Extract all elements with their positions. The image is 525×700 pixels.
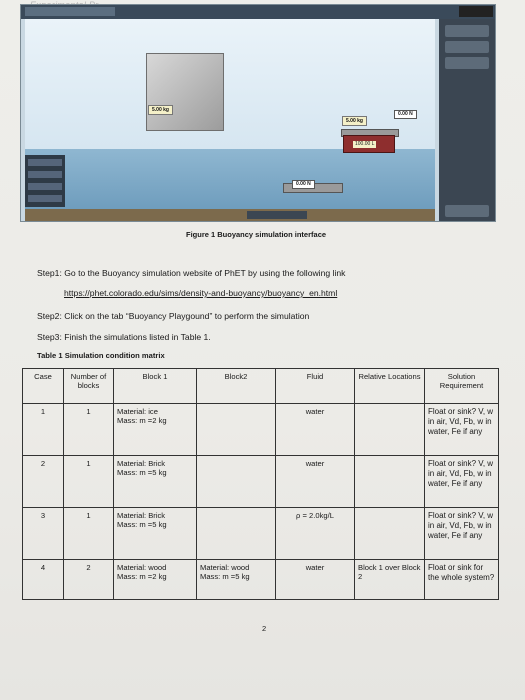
header-fluid: Fluid [276,369,355,404]
simulation-matrix-table [22,368,499,600]
force-readout-upper: 0.00 N [394,110,417,119]
sim-right-panel [439,19,495,221]
block1-cell [114,404,197,456]
step-3: Step3: Finish the simulations listed in Table 1. [37,332,211,342]
blocks-cell: 1 [64,456,114,508]
block1-cell [114,560,197,600]
block1-mass: Mass: m =5 kg [117,468,167,477]
sim-playback-controls [247,211,307,219]
sim-control-item [28,195,62,202]
table-row [23,456,499,508]
table-row [23,404,499,456]
block1-mass: Mass: m =2 kg [117,416,167,425]
relative-cell [355,404,425,456]
block2-cell [197,404,276,456]
case-cell: 4 [23,560,64,600]
table-row [23,560,499,600]
sim-panel-item [445,41,489,53]
sim-water-pool [25,149,435,209]
block1-mass: Mass: m =5 kg [117,520,167,529]
requirement-cell: Float or sink? V, w in air, Vd, Fb, w in water, Fe if any [425,508,499,560]
blocks-cell: 2 [64,560,114,600]
block1-cell [114,508,197,560]
block1-mass: Mass: m =2 kg [117,572,167,581]
requirement-cell: Float or sink for the whole system? [425,560,499,600]
case-cell: 2 [23,456,64,508]
header-solution-requirement: Solution Requirement [425,369,499,404]
sim-control-item [28,159,62,166]
block2-mass: Mass: m =5 kg [200,572,250,581]
sim-control-item [28,171,62,178]
figure-caption: Figure 1 Buoyancy simulation interface [186,230,327,239]
block2-cell [197,456,276,508]
fluid-cell: ρ = 2.0kg/L [276,508,355,560]
force-readout-lower: 0.00 N [292,180,315,189]
block1-cell [114,456,197,508]
case-cell: 1 [23,404,64,456]
sim-tabs [25,7,115,16]
block1-material: Material: wood [117,563,167,572]
table-title: Table 1 Simulation condition matrix [37,351,165,360]
table-header-row [23,369,499,404]
buoyancy-simulation-figure [20,4,496,222]
header-block1: Block 1 [114,369,197,404]
header-block2: Block2 [197,369,276,404]
requirement-cell: Float or sink? V, w in air, Vd, Fb, w in water, Fe if any [425,404,499,456]
header-number-of-blocks: Number of blocks [64,369,114,404]
sim-ground [25,209,435,221]
phet-link[interactable]: https://phet.colorado.edu/sims/density-and-buoyancy/buoyancy_en.html [64,288,338,298]
fluid-cell: water [276,560,355,600]
block1-material: Material: Brick [117,511,166,520]
fluid-cell: water [276,456,355,508]
relative-cell: Block 1 over Block 2 [355,560,425,600]
requirement-cell: Float or sink? V, w in air, Vd, Fb, w in water, Fe if any [425,456,499,508]
blocks-cell: 1 [64,508,114,560]
block1-mass-label: 5.00 kg [148,105,173,115]
header-case: Case [23,369,64,404]
sim-panel-item [445,25,489,37]
sim-control-item [28,183,62,190]
case-cell: 3 [23,508,64,560]
page-number: 2 [262,624,267,633]
sim-left-controls [25,155,65,207]
sim-title-bar [21,5,495,19]
block2-cell [197,560,276,600]
sim-block-1 [146,53,224,131]
volume-label: 100.00 L [355,141,375,147]
block1-material: Material: ice [117,407,158,416]
block1-material: Material: Brick [117,459,166,468]
header-relative-locations: Relative Locations [355,369,425,404]
step-2: Step2: Click on the tab “Buoyancy Playgound” to perform the simulation [37,311,310,321]
fluid-cell: water [276,404,355,456]
table-row [23,508,499,560]
block2-material: Material: wood [200,563,250,572]
block2-mass-label: 5.00 kg [342,116,367,126]
relative-cell [355,508,425,560]
blocks-cell: 1 [64,404,114,456]
relative-cell [355,456,425,508]
sim-reset-button [459,6,493,17]
sim-panel-item [445,205,489,217]
sim-panel-item [445,57,489,69]
step-1: Step1: Go to the Buoyancy simulation website of PhET by using the following link [37,268,346,278]
block2-cell [197,508,276,560]
